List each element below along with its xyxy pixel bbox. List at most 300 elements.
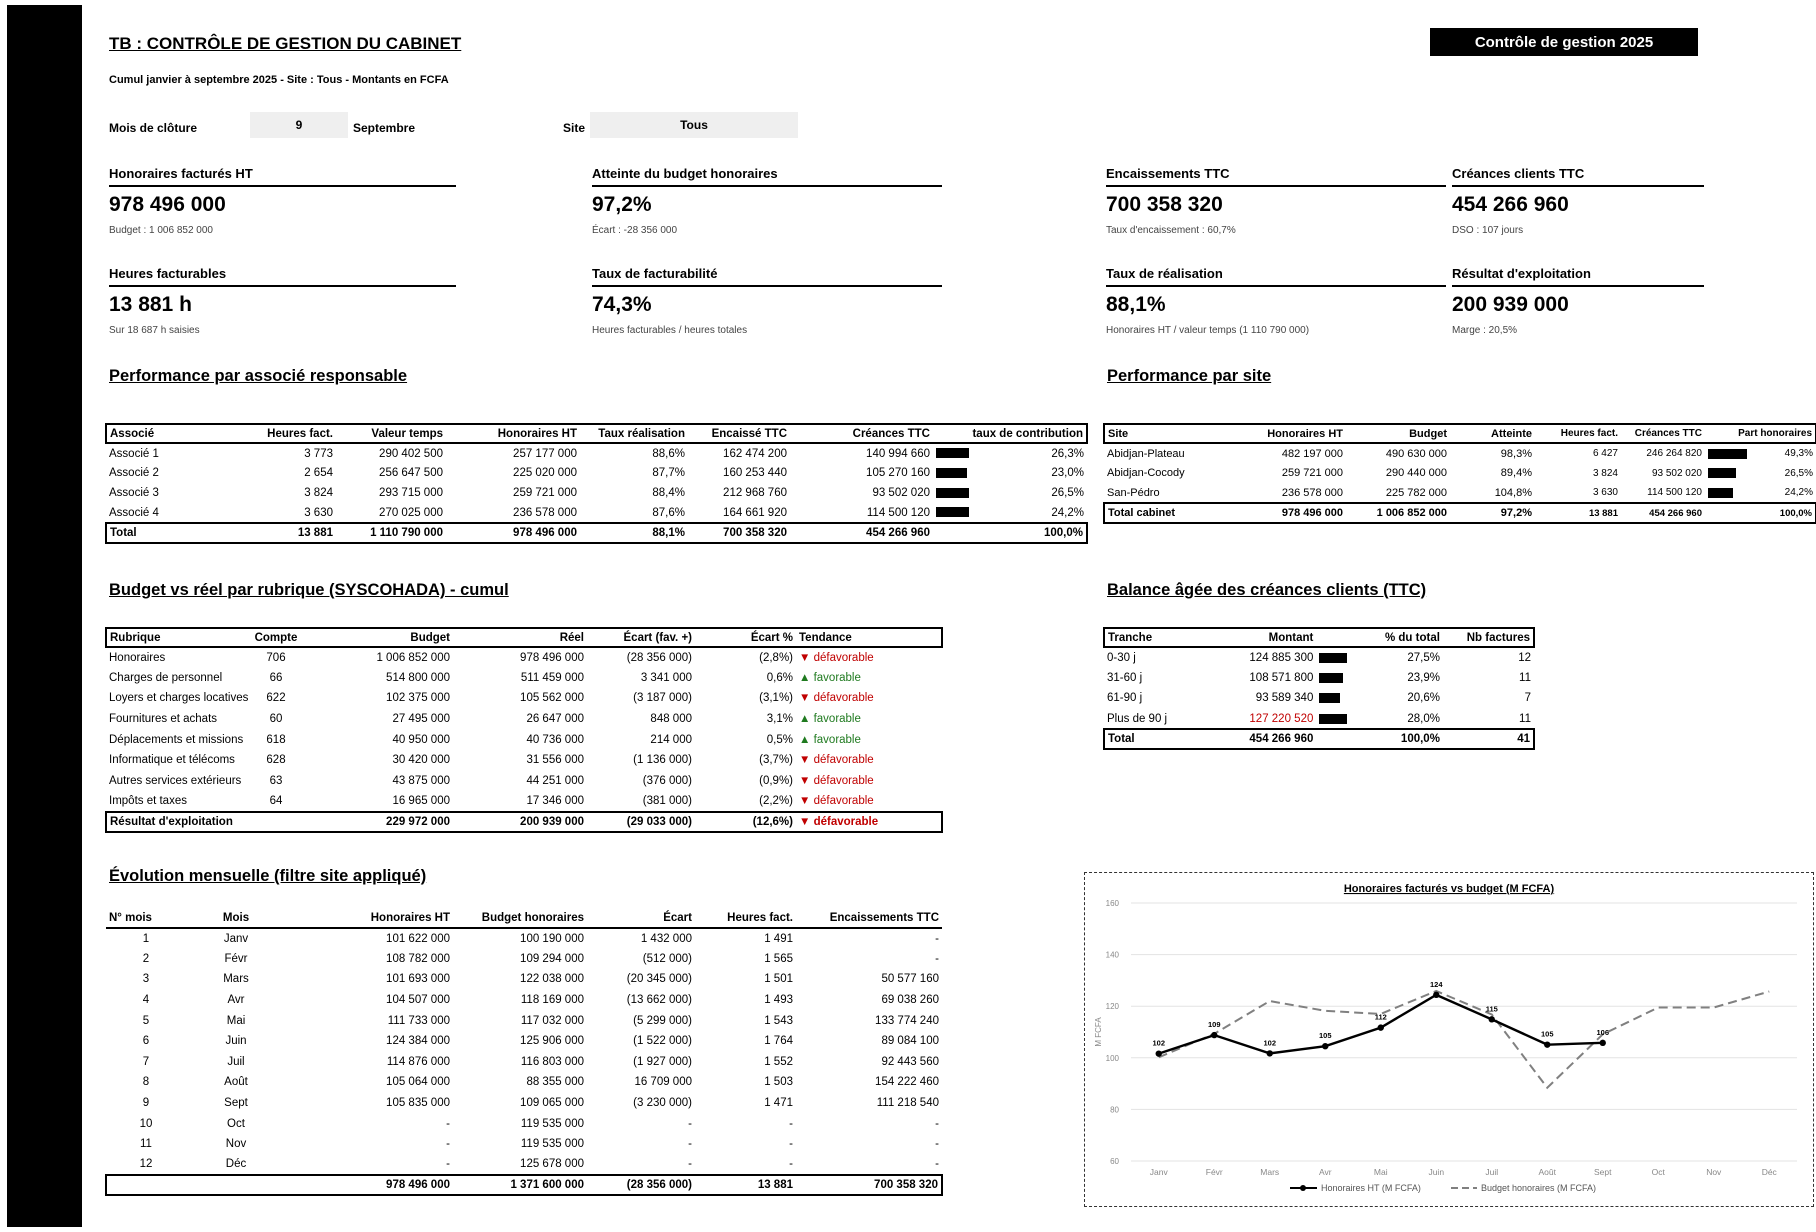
table-cell: 482 197 000 xyxy=(1281,447,1343,460)
total-cell: 100,0% xyxy=(969,523,1087,543)
kpi-facturabilite xyxy=(592,266,942,336)
table-row xyxy=(106,771,942,792)
table-cell: (2,8%) xyxy=(759,651,793,664)
table-cell: 3 630 xyxy=(1592,487,1618,498)
table-cell: 23,9% xyxy=(1407,671,1440,684)
table-cell: - xyxy=(688,1117,692,1130)
table-cell: 16 709 000 xyxy=(634,1076,692,1089)
contribution-bar-cell xyxy=(933,443,969,463)
col-header: Encaissé TTC xyxy=(688,424,790,443)
total-cell: 13 881 xyxy=(1535,503,1621,523)
col-header: Écart (fav. +) xyxy=(587,628,695,647)
table-cell: 60 xyxy=(269,713,283,726)
table-cell: 1 552 xyxy=(764,1055,793,1068)
trend-cell: ▼ défavorable xyxy=(799,774,874,787)
kpi-encaissements xyxy=(1106,166,1446,236)
total-cell: (29 033 000) xyxy=(587,812,695,832)
table-cell: 89 084 100 xyxy=(881,1035,939,1048)
table-cell: 1 543 xyxy=(764,1014,793,1027)
kpi-value: 978 496 000 xyxy=(109,193,226,216)
table-cell: 105 064 000 xyxy=(386,1076,450,1089)
table-cell: 43 875 000 xyxy=(392,774,450,787)
total-cell: 978 496 000 xyxy=(286,1175,453,1195)
x-tick-label: Mars xyxy=(1260,1167,1280,1177)
aging-bar-cell xyxy=(1316,668,1351,689)
table-cell: 490 630 000 xyxy=(1385,447,1447,460)
kpi-label: Taux de facturabilité xyxy=(592,266,942,287)
table-cell: 92 443 560 xyxy=(881,1055,939,1068)
site-filter-label: Site xyxy=(563,121,586,135)
table-cell: - xyxy=(688,1138,692,1151)
table-cell: 20,6% xyxy=(1407,692,1440,705)
table-cell: Déplacements et missions xyxy=(109,733,244,746)
contribution-bar xyxy=(936,468,967,478)
table-cell: Associé 4 xyxy=(109,506,159,519)
data-label: 102 xyxy=(1152,1038,1166,1048)
table-cell: Mai xyxy=(226,1014,246,1027)
col-header: Nb factures xyxy=(1443,628,1534,647)
col-header: Créances TTC xyxy=(1621,424,1705,443)
table-cell: Fournitures et achats xyxy=(109,713,218,726)
table-cell: Associé 2 xyxy=(109,467,159,479)
kpi-label: Créances clients TTC xyxy=(1452,166,1704,187)
table-cell: Déc xyxy=(225,1158,247,1171)
table-row xyxy=(106,1113,942,1134)
aging-bar-cell xyxy=(1316,709,1351,730)
table-cell: - xyxy=(935,932,939,945)
table-cell: (1 136 000) xyxy=(633,754,692,767)
table-cell: 259 721 000 xyxy=(1281,467,1343,479)
y-axis-label: M FCFA xyxy=(1094,1017,1103,1047)
table-cell: Plus de 90 j xyxy=(1107,712,1168,725)
table-cell: Avr xyxy=(227,994,245,1007)
table-cell: - xyxy=(935,1158,939,1171)
total-cell: Total cabinet xyxy=(1104,503,1242,523)
table-cell: (0,9%) xyxy=(759,774,793,787)
site-filter-input[interactable]: Tous xyxy=(590,112,798,138)
kpi-label: Encaissements TTC xyxy=(1106,166,1446,187)
table-cell: 101 622 000 xyxy=(386,932,450,945)
kpi-label: Taux de réalisation xyxy=(1106,266,1446,287)
table-cell: 69 038 260 xyxy=(881,994,939,1007)
total-cell: (28 356 000) xyxy=(587,1175,695,1195)
table-cell: 44 251 000 xyxy=(526,774,584,787)
section-title-monthly: Évolution mensuelle (filtre site appliqué) xyxy=(109,867,427,885)
data-point xyxy=(1489,1016,1495,1022)
col-header: Heures fact. xyxy=(226,424,336,443)
table-row xyxy=(106,969,942,990)
data-point xyxy=(1211,1032,1217,1038)
table-cell: Abidjan-Cocody xyxy=(1107,467,1185,479)
table-cell: 108 782 000 xyxy=(386,952,450,965)
total-cell: 200 939 000 xyxy=(453,812,587,832)
table-cell: 105 835 000 xyxy=(386,1097,450,1110)
table-cell: 117 032 000 xyxy=(520,1014,584,1027)
table-cell: 102 375 000 xyxy=(386,692,450,705)
total-cell: 100,0% xyxy=(1351,729,1443,749)
table-cell: 114 500 120 xyxy=(866,506,930,519)
table-cell: 6 427 xyxy=(1592,448,1618,459)
share-bar-cell xyxy=(1705,483,1747,503)
table-row xyxy=(106,990,942,1011)
table-cell: 119 535 000 xyxy=(520,1117,584,1130)
kpi-value: 88,1% xyxy=(1106,293,1166,316)
table-cell: 270 025 000 xyxy=(379,506,443,519)
table-cell: 93 589 340 xyxy=(1255,692,1314,705)
table-cell: 108 571 800 xyxy=(1249,671,1314,684)
table-cell: 125 678 000 xyxy=(520,1158,584,1171)
table-cell: 1 565 xyxy=(764,952,793,965)
col-header: Budget honoraires xyxy=(453,909,587,928)
table-row xyxy=(1104,483,1816,503)
table-cell: 1 432 000 xyxy=(640,932,692,945)
table-cell: 11 xyxy=(1519,671,1531,684)
table-cell: 88,4% xyxy=(652,487,685,499)
data-label: 124 xyxy=(1429,979,1443,989)
legend-label-budget: Budget honoraires (M FCFA) xyxy=(1481,1183,1597,1193)
table-cell: 26,3% xyxy=(1051,447,1084,460)
total-cell: 978 496 000 xyxy=(1242,503,1346,523)
table-cell: 293 715 000 xyxy=(379,487,443,499)
kpi-label: Résultat d'exploitation xyxy=(1452,266,1704,287)
table-row xyxy=(106,750,942,771)
year-badge: Contrôle de gestion 2025 xyxy=(1430,28,1698,56)
col-header: Valeur temps xyxy=(336,424,446,443)
table-row xyxy=(1104,647,1534,668)
kpi-label: Atteinte du budget honoraires xyxy=(592,166,942,187)
y-tick-label: 140 xyxy=(1105,950,1119,960)
series-line-honoraires xyxy=(1159,995,1603,1054)
total-cell xyxy=(106,1175,186,1195)
table-cell: 1 471 xyxy=(764,1097,793,1110)
table-cell: 31-60 j xyxy=(1107,671,1143,684)
table-cell: 105 270 160 xyxy=(866,467,930,479)
table-cell: - xyxy=(935,1117,939,1130)
table-cell: 93 502 020 xyxy=(872,487,930,499)
table-cell: - xyxy=(446,1117,450,1130)
section-title-aging: Balance âgée des créances clients (TTC) xyxy=(1107,581,1427,599)
table-cell: 50 577 160 xyxy=(881,973,939,986)
table-cell: 124 885 300 xyxy=(1249,651,1314,664)
col-header: Créances TTC xyxy=(790,424,933,443)
col-header: Budget xyxy=(301,628,453,647)
data-point xyxy=(1600,1040,1606,1046)
col-header: Budget xyxy=(1346,424,1450,443)
table-row xyxy=(106,1072,942,1093)
table-cell: 23,0% xyxy=(1051,467,1084,479)
kpi-sub: Honoraires HT / valeur temps (1 110 790 000) xyxy=(1106,325,1310,336)
table-cell: 114 500 120 xyxy=(1647,487,1702,498)
chart-container xyxy=(1084,872,1814,1207)
data-label: 112 xyxy=(1374,1012,1387,1022)
table-cell: Févr xyxy=(224,952,248,965)
table-row xyxy=(106,949,942,970)
total-cell: 700 358 320 xyxy=(796,1175,942,1195)
table-cell: 11 xyxy=(140,1138,152,1151)
table-cell: Janv xyxy=(223,932,249,945)
table-cell: (3 187 000) xyxy=(633,692,692,705)
col-header: Tendance xyxy=(796,628,942,647)
table-cell: - xyxy=(935,952,939,965)
contribution-bar-cell xyxy=(933,463,969,483)
table-cell: (2,2%) xyxy=(759,794,793,807)
col-header: Site xyxy=(1104,424,1242,443)
table-cell: 64 xyxy=(269,794,283,807)
table-cell: Associé 3 xyxy=(109,487,159,499)
table-cell: 0-30 j xyxy=(1107,651,1136,664)
table-cell: 1 764 xyxy=(764,1035,793,1048)
table-cell: 88 355 000 xyxy=(526,1076,584,1089)
month-filter-label: Mois de clôture xyxy=(109,121,198,135)
table-cell: 27 495 000 xyxy=(392,713,450,726)
kpi-value: 13 881 h xyxy=(109,293,192,316)
table-row xyxy=(1104,668,1534,689)
table-row xyxy=(1104,443,1816,463)
table-cell: 160 253 440 xyxy=(723,467,787,479)
table-row xyxy=(106,1155,942,1176)
data-label: 106 xyxy=(1596,1027,1610,1037)
table-cell: 24,2% xyxy=(1051,506,1084,519)
table-cell: 133 774 240 xyxy=(875,1014,939,1027)
table-cell: 256 647 500 xyxy=(379,467,443,479)
table-cell: 61-90 j xyxy=(1107,692,1143,705)
y-tick-label: 100 xyxy=(1105,1053,1119,1063)
table-cell: Associé 1 xyxy=(109,447,159,460)
table-cell: 89,4% xyxy=(1500,467,1532,479)
table-cell: 1 xyxy=(142,932,150,945)
table-cell: Charges de personnel xyxy=(109,671,223,684)
y-tick-label: 60 xyxy=(1110,1157,1119,1166)
kpi-value: 97,2% xyxy=(592,193,652,216)
table-cell: 8 xyxy=(142,1076,150,1089)
total-cell: 41 xyxy=(1443,729,1534,749)
table-cell: (28 356 000) xyxy=(626,651,692,664)
table-cell: 3,1% xyxy=(766,713,793,726)
kpi-atteinte xyxy=(592,166,942,236)
table-cell: 109 065 000 xyxy=(520,1097,584,1110)
data-label: 109 xyxy=(1207,1020,1221,1030)
table-monthly xyxy=(105,909,943,1196)
table-cell: 1 491 xyxy=(764,932,793,945)
table-row xyxy=(106,1031,942,1052)
x-tick-label: Août xyxy=(1538,1167,1556,1177)
table-cell: Juil xyxy=(227,1055,245,1068)
table-cell: 12 xyxy=(139,1158,153,1171)
page-title: TB : CONTRÔLE DE GESTION DU CABINET xyxy=(109,34,462,53)
table-cell: 290 440 000 xyxy=(1385,467,1447,479)
table-cell: 259 721 000 xyxy=(513,487,577,499)
table-cell: 4 xyxy=(142,994,150,1007)
total-cell: 97,2% xyxy=(1450,503,1535,523)
table-row xyxy=(106,443,1087,463)
kpi-heures xyxy=(109,266,456,336)
table-cell: - xyxy=(446,1138,450,1151)
table-row xyxy=(106,647,942,668)
table-cell: 628 xyxy=(266,754,286,767)
table-cell: 40 950 000 xyxy=(392,733,450,746)
table-cell: (3,1%) xyxy=(759,692,793,705)
aging-bar xyxy=(1319,673,1343,683)
table-cell: 225 020 000 xyxy=(513,467,577,479)
kpi-sub: Marge : 20,5% xyxy=(1452,325,1518,336)
table-cell: 514 800 000 xyxy=(386,671,450,684)
table-cell: 0,5% xyxy=(766,733,793,746)
aging-bar-cell xyxy=(1316,647,1351,668)
table-cell: 3 341 000 xyxy=(640,671,692,684)
table-cell: 848 000 xyxy=(650,713,692,726)
kpi-sub: Heures facturables / heures totales xyxy=(592,325,748,336)
kpi-resultat xyxy=(1452,266,1704,336)
table-cell: 706 xyxy=(266,651,286,664)
table-cell: 16 965 000 xyxy=(392,794,450,807)
total-cell: 1 006 852 000 xyxy=(1346,503,1450,523)
table-cell: 290 402 500 xyxy=(379,447,443,460)
col-header: Taux réalisation xyxy=(580,424,688,443)
data-label: 105 xyxy=(1540,1029,1554,1039)
x-tick-label: Nov xyxy=(1706,1167,1722,1177)
kpi-sub: Écart : -28 356 000 xyxy=(592,225,678,236)
table-cell: 93 502 020 xyxy=(1651,467,1702,479)
kpi-label: Honoraires facturés HT xyxy=(109,166,456,187)
table-cell: (376 000) xyxy=(642,774,692,787)
col-header: Heures fact. xyxy=(1535,424,1621,443)
kpi-realisation xyxy=(1106,266,1446,336)
col-header: Rubrique xyxy=(106,628,251,647)
kpi-sub: Taux d'encaissement : 60,7% xyxy=(1106,225,1236,236)
col-header: Montant xyxy=(1214,628,1317,647)
contribution-bar xyxy=(936,488,969,498)
trend-cell: ▲ favorable xyxy=(799,733,861,746)
total-cell: Total xyxy=(1104,729,1214,749)
kpi-creances xyxy=(1452,166,1704,236)
legend-marker-honoraires xyxy=(1300,1185,1306,1191)
chart-title: Honoraires facturés vs budget (M FCFA) xyxy=(1343,883,1555,895)
total-cell: (12,6%) xyxy=(695,812,796,832)
trend-cell: ▼ défavorable xyxy=(799,754,874,767)
legend-label-honoraires: Honoraires HT (M FCFA) xyxy=(1321,1183,1421,1193)
table-cell: 140 994 660 xyxy=(866,447,930,460)
data-point xyxy=(1267,1050,1273,1056)
table-cell: 87,7% xyxy=(652,467,685,479)
table-cell: 11 xyxy=(1519,712,1531,725)
table-cell: - xyxy=(789,1117,793,1130)
contribution-bar-cell xyxy=(933,483,969,503)
table-cell: 622 xyxy=(266,692,286,705)
col-header: Tranche xyxy=(1104,628,1214,647)
table-row xyxy=(106,483,1087,503)
table-cell: 127 220 520 xyxy=(1249,712,1314,725)
total-cell: 978 496 000 xyxy=(446,523,580,543)
total-cell: 454 266 960 xyxy=(1621,503,1705,523)
total-cell: 1 371 600 000 xyxy=(453,1175,587,1195)
table-cell: 111 218 540 xyxy=(876,1097,939,1110)
table-cell: 40 736 000 xyxy=(526,733,584,746)
total-cell: Total xyxy=(106,523,226,543)
col-header: Atteinte xyxy=(1450,424,1535,443)
trend-cell: ▼ défavorable xyxy=(799,651,874,664)
table-cell: Juin xyxy=(225,1035,247,1048)
contribution-bar-cell xyxy=(933,503,969,523)
table-cell: 17 346 000 xyxy=(526,794,584,807)
y-tick-label: 160 xyxy=(1105,899,1119,908)
table-cell: 3 630 xyxy=(304,506,333,519)
table-cell: 212 968 760 xyxy=(723,487,787,499)
kpi-sub: Sur 18 687 h saisies xyxy=(109,325,200,336)
table-cell: Impôts et taxes xyxy=(109,794,187,807)
data-point xyxy=(1433,992,1439,998)
table-cell: 118 169 000 xyxy=(520,994,584,1007)
x-tick-label: Sept xyxy=(1594,1167,1612,1177)
table-cell: Abidjan-Plateau xyxy=(1107,447,1185,460)
section-title-associes: Performance par associé responsable xyxy=(109,367,408,385)
total-cell: 229 972 000 xyxy=(301,812,453,832)
total-cell xyxy=(186,1175,286,1195)
total-cell: 454 266 960 xyxy=(1214,729,1317,749)
total-cell: 100,0% xyxy=(1747,503,1816,523)
total-cell xyxy=(251,812,301,832)
table-cell: 116 803 000 xyxy=(520,1055,584,1068)
table-cell: 6 xyxy=(142,1035,150,1048)
table-cell: 236 578 000 xyxy=(513,506,577,519)
col-header: Encaissements TTC xyxy=(796,909,942,928)
data-point xyxy=(1156,1050,1162,1056)
table-cell: 246 264 820 xyxy=(1646,448,1702,459)
trend-cell: ▼ défavorable xyxy=(799,794,874,807)
section-title-sites: Performance par site xyxy=(1107,367,1272,385)
table-cell: 1 503 xyxy=(764,1076,793,1089)
table-header-row xyxy=(106,909,942,928)
table-cell: 5 xyxy=(142,1014,150,1027)
table-cell: 214 000 xyxy=(650,733,692,746)
table-cell: 26,5% xyxy=(1784,467,1814,479)
table-cell: 618 xyxy=(266,733,286,746)
table-cell: 3 824 xyxy=(304,487,333,499)
aging-bar xyxy=(1319,653,1347,663)
table-cell: 111 733 000 xyxy=(387,1014,450,1027)
col-header: % du total xyxy=(1351,628,1443,647)
x-tick-label: Juin xyxy=(1428,1167,1445,1177)
table-cell: 63 xyxy=(269,774,283,787)
table-cell: - xyxy=(935,1138,939,1151)
table-cell: 257 177 000 xyxy=(513,447,577,460)
aging-bar xyxy=(1319,693,1340,703)
col-header: Compte xyxy=(251,628,301,647)
col-header: taux de contribution xyxy=(933,424,1087,443)
table-row xyxy=(106,688,942,709)
col-header: Heures fact. xyxy=(695,909,796,928)
trend-cell: ▼ défavorable xyxy=(799,692,874,705)
table-row xyxy=(1104,688,1534,709)
data-label: 115 xyxy=(1485,1004,1498,1014)
table-associes xyxy=(105,423,1088,544)
table-cell: 101 693 000 xyxy=(386,973,450,986)
month-filter-input[interactable]: 9 xyxy=(250,112,348,138)
table-cell: Sept xyxy=(224,1097,248,1110)
data-point xyxy=(1378,1024,1384,1030)
table-cell: 162 474 200 xyxy=(723,447,787,460)
trend-cell: ▲ favorable xyxy=(799,713,861,726)
table-cell: San-Pédro xyxy=(1107,486,1160,499)
table-row xyxy=(106,1093,942,1114)
x-tick-label: Oct xyxy=(1651,1167,1665,1177)
table-cell: - xyxy=(688,1158,692,1171)
contribution-bar xyxy=(936,507,969,517)
line-chart xyxy=(1085,873,1813,1206)
table-row xyxy=(106,729,942,750)
contribution-bar xyxy=(936,448,969,458)
x-tick-label: Janv xyxy=(1149,1167,1168,1177)
kpi-sub: Budget : 1 006 852 000 xyxy=(109,225,213,236)
